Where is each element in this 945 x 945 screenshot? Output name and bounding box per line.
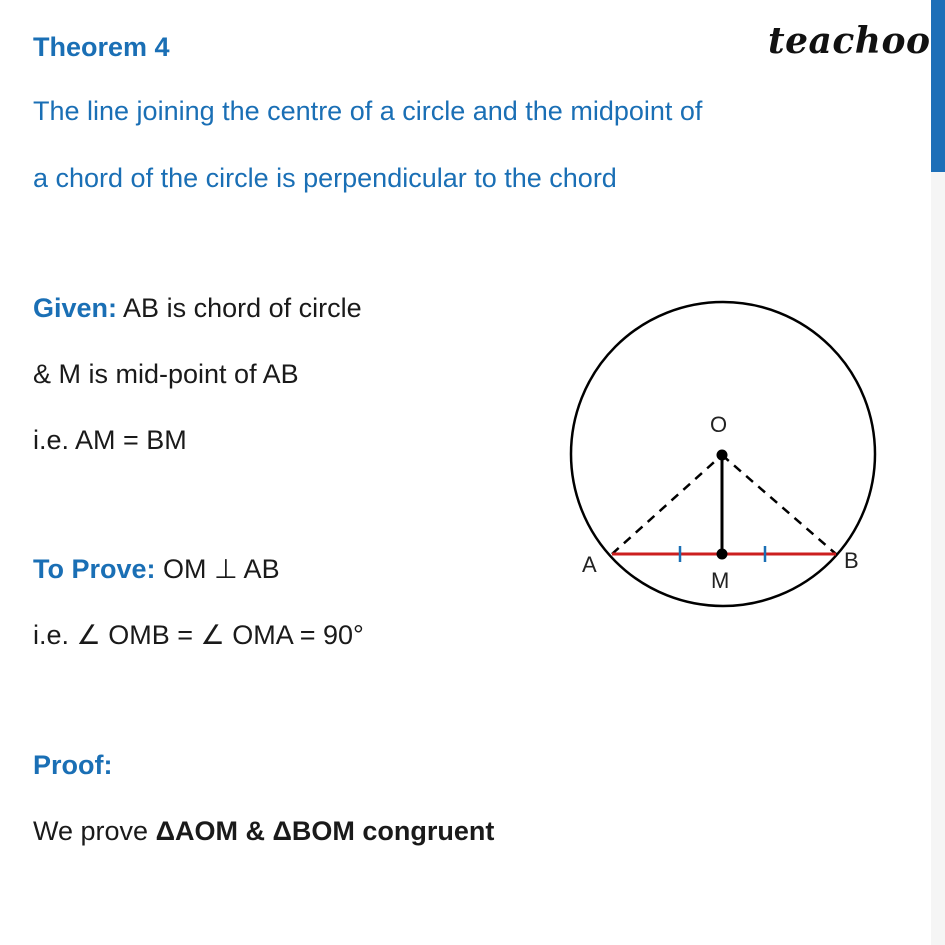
label-o: O — [710, 412, 728, 437]
proof-intro — [33, 818, 494, 845]
theorem-statement-line1: The line joining the centre of a circle and the midpoint of — [33, 96, 703, 126]
to-prove-text1: OM ⊥ AB — [163, 554, 280, 584]
label-a: A — [582, 552, 597, 577]
teachoo-logo: teachoo — [768, 20, 931, 62]
point-o — [717, 450, 728, 461]
to-prove-line1 — [33, 556, 280, 583]
given-line1 — [33, 295, 362, 322]
proof-intro-text: We prove — [33, 816, 149, 846]
given-label: Given: — [33, 293, 118, 323]
radius-oa — [612, 455, 722, 554]
circle-chord-figure — [560, 290, 890, 620]
label-m: M — [711, 568, 730, 593]
given-line3: i.e. AM = BM — [33, 425, 187, 455]
proof-intro-bold: ΔAOM & ΔBOM congruent — [155, 816, 495, 846]
to-prove-label: To Prove: — [33, 554, 156, 584]
given-line2: & M is mid-point of AB — [33, 359, 299, 389]
scrollbar-thumb[interactable] — [931, 0, 945, 172]
given-text1: AB is chord of circle — [123, 293, 362, 323]
label-b: B — [844, 548, 859, 573]
proof-label: Proof: — [33, 750, 113, 780]
point-m — [717, 549, 728, 560]
theorem-title: Theorem 4 — [33, 32, 170, 62]
to-prove-line2: i.e. ∠ OMB = ∠ OMA = 90° — [33, 620, 364, 650]
theorem-statement-line2: a chord of the circle is perpendicular to the chord — [33, 163, 617, 193]
radius-ob — [722, 455, 836, 554]
